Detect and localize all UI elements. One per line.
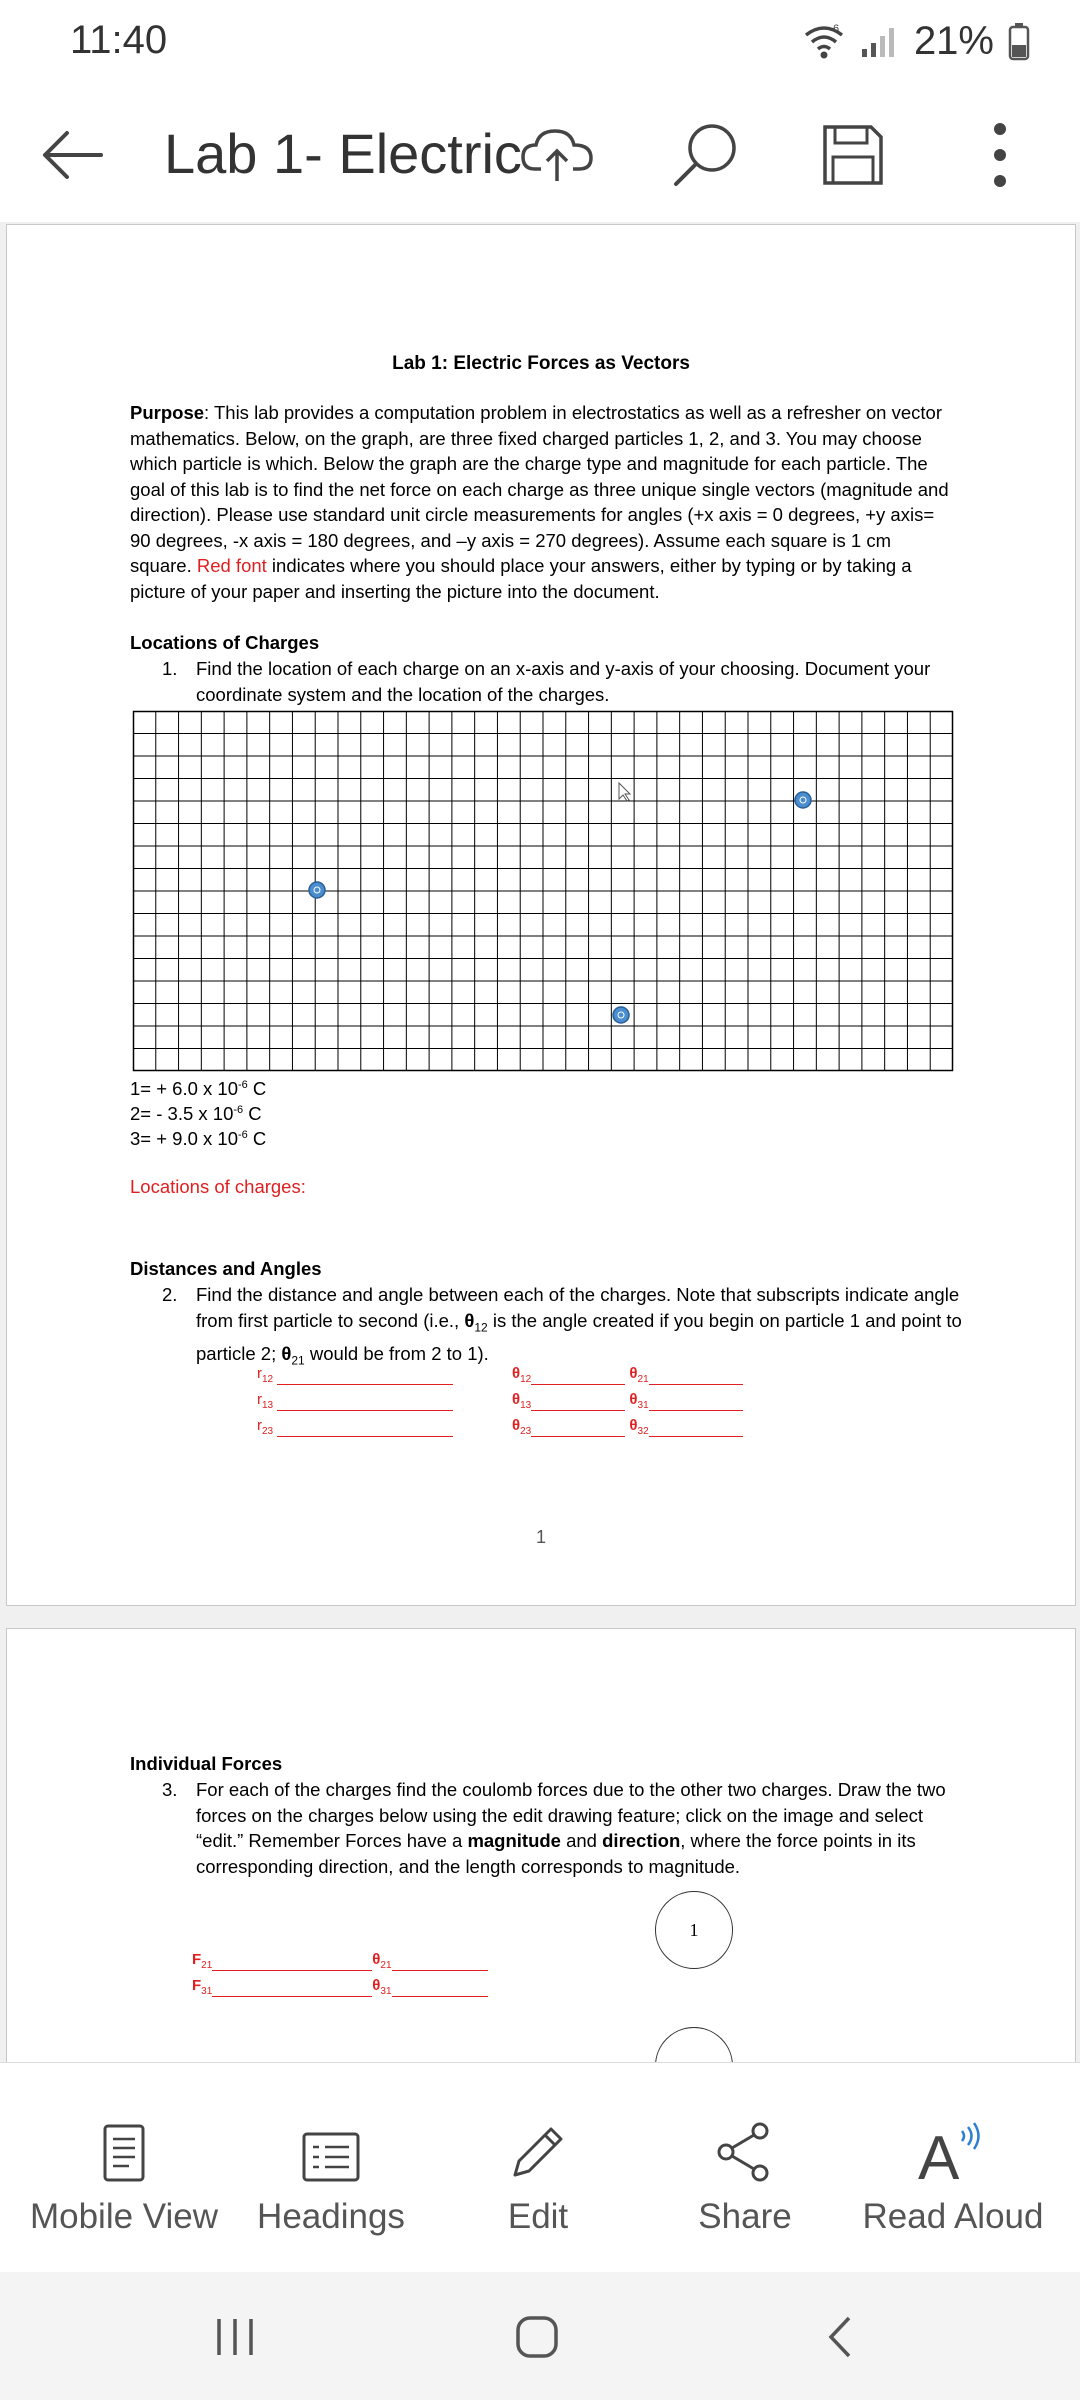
angle-blank-row[interactable]: $\theta_{12}$ $\theta_{21}$ [512, 1365, 743, 1385]
document-title[interactable]: Lab 1- Electric [164, 122, 522, 185]
share-icon [714, 2121, 776, 2183]
purpose-text: : This lab provides a computation problem in electrostatics as well as a refresher on vector mathematics. Below, on the graph, are three fixed charged particles 1, 2, and 3. You may choose which particle is which. Below the graph are the charge type and magnitude for each particle. The goal of this lab is to find the net force on each charge as three unique single vectors (magnitude and direction). Please use standard unit circle measurements for angles (+x axis = 0 degrees, +y axis= 90 degrees, -x axis = 180 degrees, and –y axis = 270 degrees). Assume each square is 1 cm square. [130, 402, 949, 576]
mobile-view-icon [102, 2123, 146, 2183]
bottom-toolbar [0, 2062, 1080, 2273]
coordinate-grid[interactable] [133, 711, 953, 1071]
force-blank-row[interactable]: $F_{21}$ $\theta_{21}$ [192, 1951, 488, 1971]
angle-blank-row[interactable]: $\theta_{13}$ $\theta_{31}$ [512, 1391, 743, 1411]
distance-blank-row[interactable]: $r_{23}$ [257, 1417, 453, 1437]
status-time: 11:40 [70, 18, 168, 62]
charge-1-drawing[interactable]: 1 [655, 1891, 733, 1969]
distance-blank-row[interactable]: $r_{12}$ [257, 1365, 453, 1385]
share-button[interactable]: Share [640, 2103, 850, 2253]
purpose-paragraph [130, 400, 956, 604]
charge-marker[interactable] [613, 1007, 629, 1023]
charge-marker[interactable] [309, 882, 325, 898]
page-title: Lab 1: Electric Forces as Vectors [392, 353, 690, 374]
charge-marker[interactable] [795, 792, 811, 808]
svg-text:6: 6 [832, 23, 840, 35]
headings-icon [301, 2131, 361, 2183]
edit-button[interactable]: Edit [433, 2103, 643, 2253]
app-bar [0, 88, 1080, 224]
angle-blank-row[interactable]: $\theta_{23}$ $\theta_{32}$ [512, 1417, 743, 1437]
status-icons [802, 16, 1030, 66]
mouse-cursor-icon [619, 783, 630, 801]
charge-1-value: 1= + 6.0 x $10^{-6}$ C [130, 1078, 267, 1100]
locations-answer-field[interactable]: Locations of charges: [130, 1176, 306, 1197]
signal-bars-icon [860, 23, 900, 59]
charge-3-value: 3= + 9.0 x $10^{-6}$ C [130, 1128, 267, 1150]
more-vertical-icon[interactable] [955, 110, 1045, 200]
page-number: 1 [535, 1527, 546, 1547]
battery-percent: 21% [913, 18, 994, 63]
item-2-number: 2. [162, 1284, 178, 1305]
mobile-view-button[interactable]: Mobile View [19, 2103, 229, 2253]
document-page-1 [6, 224, 1076, 1606]
save-icon[interactable] [808, 110, 898, 200]
charge-2-value: 2= - 3.5 x $10^{-6}$ C [130, 1103, 262, 1125]
cloud-upload-icon[interactable] [512, 110, 602, 200]
item-1-text: Find the location of each charge on an x-axis and y-axis of your choosing. Document your coordinate system and the location of the charges. [196, 658, 931, 705]
pencil-icon [507, 2121, 569, 2183]
search-icon[interactable] [660, 110, 750, 200]
item-1-number: 1. [162, 658, 178, 679]
svg-text:A: A [918, 2124, 960, 2193]
purpose-text-end: indicates where you should place your answers, either by typing or by taking a picture of your paper and inserting the picture into the document. [130, 555, 912, 602]
item-3-text: For each of the charges find the coulomb forces due to the other two charges. Draw the two forces on the charges below using the edit drawing feature; click on the image and select “edit.” Remember Forces have a magnitude and direction, where the force points in its corresponding direction, and the length corresponds to magnitude. [196, 1779, 946, 1877]
battery-icon [1008, 21, 1030, 61]
item-3-number: 3. [162, 1779, 178, 1800]
distances-heading: Distances and Angles [130, 1258, 322, 1279]
distance-blank-row[interactable]: $r_{13}$ [257, 1391, 453, 1411]
back-arrow-icon[interactable] [28, 110, 118, 200]
document-viewer[interactable] [0, 222, 1080, 2062]
read-aloud-button[interactable]: A Read Aloud [848, 2103, 1058, 2253]
read-aloud-icon [918, 2119, 988, 2193]
headings-button[interactable]: Headings [226, 2103, 436, 2253]
locations-heading: Locations of Charges [130, 632, 320, 653]
home-icon[interactable] [497, 2302, 577, 2372]
item-2-text: Find the distance and angle between each of the charges. Note that subscripts indicate angle from first particle to second (i.e., $\theta_{12}$ is the angle created if you begin on particle 1 and point to particle 2; $\theta_{21}$ would be from 2 to 1). [196, 1284, 962, 1368]
recent-apps-icon[interactable] [195, 2302, 275, 2372]
system-navigation-bar [0, 2272, 1080, 2400]
force-blank-row[interactable]: $F_{31}$ $\theta_{31}$ [192, 1977, 488, 1997]
back-icon[interactable] [800, 2302, 880, 2372]
wifi-6-icon [802, 21, 846, 61]
red-font-label: Red font [196, 555, 267, 576]
status-bar [0, 0, 1080, 88]
purpose-label: Purpose [130, 402, 205, 423]
forces-heading: Individual Forces [130, 1753, 283, 1774]
